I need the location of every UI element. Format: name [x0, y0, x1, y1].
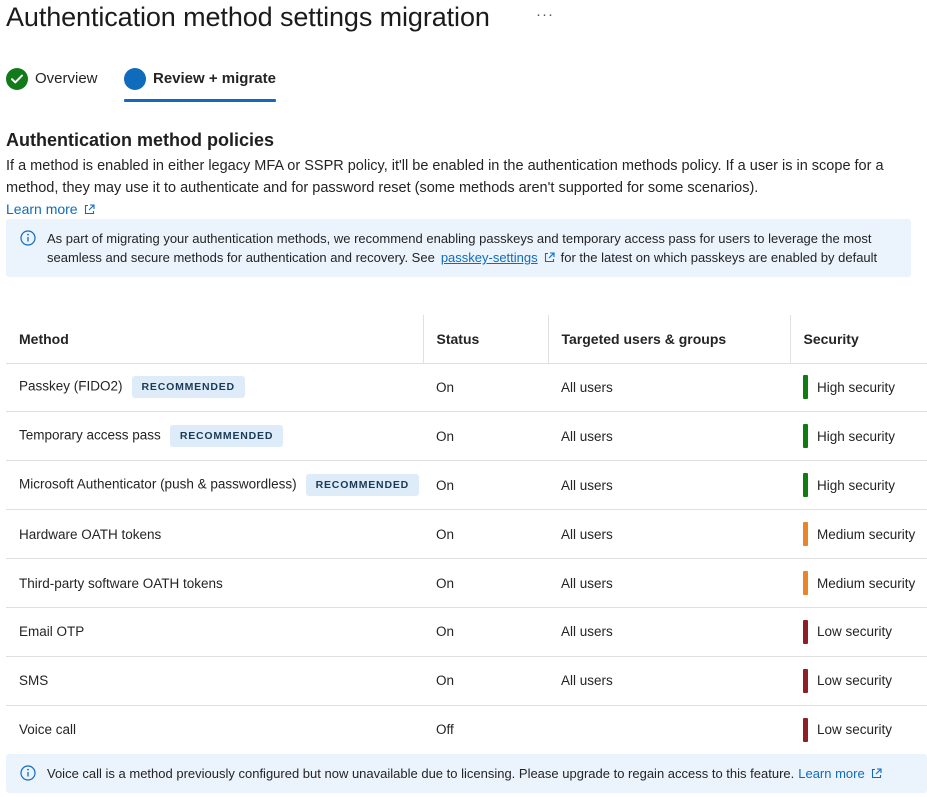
footer-learn-more-link[interactable]: Learn more: [798, 766, 865, 781]
security-level-bar: [803, 522, 808, 546]
info-banner: [6, 219, 911, 277]
method-cell[interactable]: [6, 461, 423, 510]
security-label: Low security: [817, 624, 893, 640]
target-cell: All users: [548, 656, 790, 705]
passkey-settings-link[interactable]: passkey-settings: [440, 250, 538, 265]
info-icon: [20, 230, 36, 246]
table-header-row: [6, 315, 927, 363]
status-cell: On: [423, 559, 548, 608]
target-cell: All users: [548, 510, 790, 559]
target-cell: All users: [548, 559, 790, 608]
security-label: Low security: [817, 673, 893, 689]
table-row[interactable]: [6, 607, 927, 656]
active-step-underline: [124, 99, 276, 102]
more-options-button[interactable]: ···: [536, 6, 554, 23]
status-cell: On: [423, 607, 548, 656]
target-cell: All users: [548, 461, 790, 510]
step-overview[interactable]: [6, 68, 124, 102]
status-cell: On: [423, 363, 548, 412]
method-name: SMS: [19, 673, 49, 689]
step-overview-label: Overview: [35, 70, 98, 87]
info-banner-text-after: for the latest on which passkeys are enabled by default: [560, 250, 878, 265]
method-name: Microsoft Authenticator (push & passwordless): [19, 476, 297, 492]
learn-more-link[interactable]: [6, 199, 95, 219]
security-level-bar: [803, 375, 808, 399]
method-name: Email OTP: [19, 624, 85, 640]
security-level-bar: [803, 620, 808, 644]
table-row[interactable]: [6, 363, 927, 412]
checkmark-icon: [6, 68, 28, 90]
method-cell[interactable]: [6, 559, 423, 608]
target-cell: All users: [548, 607, 790, 656]
column-header-security[interactable]: Security: [790, 315, 927, 363]
step-review-label: Review + migrate: [153, 70, 276, 87]
security-level-bar: [803, 669, 808, 693]
column-header-status[interactable]: Status: [423, 315, 548, 363]
security-level-bar: [803, 424, 808, 448]
page-title: Authentication method settings migration: [6, 2, 490, 32]
security-level-bar: [803, 718, 808, 742]
table-row[interactable]: [6, 656, 927, 705]
method-name: Passkey (FIDO2): [19, 379, 123, 394]
table-row[interactable]: [6, 705, 927, 754]
security-level-bar: [803, 571, 808, 595]
wizard-steps: [6, 68, 276, 102]
methods-table: [6, 315, 927, 754]
learn-more-label: Learn more: [6, 201, 78, 217]
method-name: Temporary access pass: [19, 427, 161, 443]
security-label: Medium security: [817, 575, 916, 591]
method-name: Hardware OATH tokens: [19, 526, 162, 542]
method-cell[interactable]: [6, 412, 423, 461]
security-level-bar: [803, 473, 808, 497]
info-banner-text-before: As part of migrating your authentication methods, we recommend enabling passkeys and temporary access pass for users to leverage the most seamless and secure methods for authentication and recovery. See: [47, 231, 872, 265]
licensing-warning-text: [47, 764, 888, 783]
status-cell: Off: [436, 722, 454, 738]
method-cell[interactable]: [6, 510, 423, 559]
table-row[interactable]: [6, 559, 927, 608]
method-cell[interactable]: [6, 363, 423, 412]
security-label: Medium security: [817, 526, 916, 542]
recommended-badge: RECOMMENDED: [170, 425, 283, 447]
column-header-targeted[interactable]: Targeted users & groups: [548, 315, 790, 363]
recommended-badge: RECOMMENDED: [132, 376, 245, 398]
status-cell: On: [423, 412, 548, 461]
security-cell: [790, 705, 927, 754]
security-cell: [790, 461, 927, 510]
method-name: Third-party software OATH tokens: [19, 575, 223, 591]
table-row[interactable]: [6, 510, 927, 559]
security-cell: [790, 363, 927, 412]
info-icon: [20, 765, 36, 781]
current-step-icon: [124, 68, 146, 90]
security-label: High security: [817, 428, 896, 444]
target-cell: All users: [548, 363, 790, 412]
target-cell: [548, 705, 790, 754]
step-review-migrate[interactable]: [124, 68, 276, 102]
section-title: Authentication method policies: [6, 130, 275, 150]
method-cell[interactable]: [6, 607, 423, 656]
external-link-icon: [544, 252, 555, 263]
method-name: Voice call: [19, 722, 77, 738]
recommended-badge: RECOMMENDED: [306, 474, 419, 496]
external-link-icon: [84, 204, 95, 215]
security-cell: [790, 510, 927, 559]
security-label: Low security: [817, 722, 893, 738]
external-link-icon: [871, 768, 882, 779]
security-cell: [790, 559, 927, 608]
status-cell: On: [423, 510, 548, 559]
security-cell: [790, 412, 927, 461]
target-cell: All users: [548, 412, 790, 461]
table-row[interactable]: [6, 412, 927, 461]
licensing-warning-message: Voice call is a method previously configured but now unavailable due to licensing. Please upgrade to regain access to this feature.: [47, 766, 795, 781]
table-row[interactable]: [6, 461, 927, 510]
licensing-warning-banner: [6, 754, 927, 793]
status-cell: On: [423, 461, 548, 510]
column-header-method[interactable]: Method: [6, 315, 423, 363]
method-cell[interactable]: [6, 656, 423, 705]
security-label: High security: [817, 379, 896, 395]
security-label: High security: [817, 477, 896, 493]
info-banner-text: [47, 229, 907, 267]
security-cell: [790, 607, 927, 656]
section-description: If a method is enabled in either legacy MFA or SSPR policy, it'll be enabled in the authentication methods policy. If a user is in scope for a method, they may use it to authenticate and for password reset (some methods aren't supported for some scenarios).: [6, 158, 884, 196]
security-cell: [790, 656, 927, 705]
method-cell[interactable]: [6, 705, 423, 754]
status-cell: On: [423, 656, 548, 705]
